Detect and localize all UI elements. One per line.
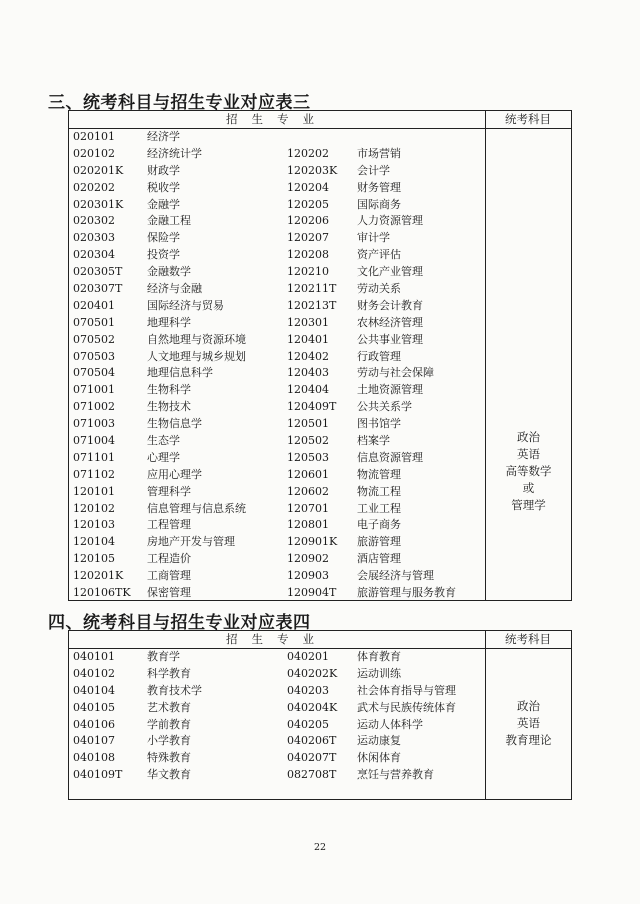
table-row xyxy=(69,230,485,247)
header-subjects: 统考科目 xyxy=(505,632,551,646)
major-name: 社会体育指导与管理 xyxy=(357,683,456,697)
major-code: 120301 xyxy=(287,315,329,329)
major-name: 劳动关系 xyxy=(357,282,401,296)
major-name: 市场营销 xyxy=(357,146,401,160)
header-subjects: 统考科目 xyxy=(505,112,551,126)
table-row xyxy=(69,146,485,163)
major-code: 120103 xyxy=(73,518,115,532)
major-code: 071001 xyxy=(73,383,115,397)
major-code: 040105 xyxy=(73,700,115,714)
major-code: 071004 xyxy=(73,434,115,448)
subject-item: 英语 xyxy=(517,716,540,730)
major-name: 物流工程 xyxy=(357,484,401,498)
major-name: 工程造价 xyxy=(147,552,191,566)
major-name: 生物科学 xyxy=(147,383,191,397)
table-header xyxy=(69,111,571,129)
major-name: 心理学 xyxy=(147,450,180,464)
major-name: 劳动与社会保障 xyxy=(357,366,434,380)
major-code: 120105 xyxy=(73,552,115,566)
major-name: 人文地理与城乡规划 xyxy=(147,349,246,363)
major-name: 国际商务 xyxy=(357,197,401,211)
table-row xyxy=(69,129,485,146)
table-row xyxy=(69,551,485,568)
major-code: 020304 xyxy=(73,248,115,262)
subject-item: 政治 xyxy=(517,699,540,713)
major-name: 特殊教育 xyxy=(147,751,191,765)
major-name: 旅游管理与服务教育 xyxy=(357,586,456,600)
major-name: 运动康复 xyxy=(357,734,401,748)
major-code: 071102 xyxy=(73,467,115,481)
table-row xyxy=(69,163,485,180)
major-code: 070504 xyxy=(73,366,115,380)
major-name: 会展经济与管理 xyxy=(357,569,434,583)
major-code: 020307T xyxy=(73,282,123,296)
major-name: 生态学 xyxy=(147,434,180,448)
table-row xyxy=(69,733,485,750)
major-code: 040104 xyxy=(73,683,115,697)
major-code: 120801 xyxy=(287,518,329,532)
major-name: 财政学 xyxy=(147,163,180,177)
major-name: 经济与金融 xyxy=(147,282,202,296)
table-row xyxy=(69,365,485,382)
major-name: 酒店管理 xyxy=(357,552,401,566)
major-name: 自然地理与资源环境 xyxy=(147,332,246,346)
major-name: 土地资源管理 xyxy=(357,383,423,397)
major-code: 120502 xyxy=(287,434,329,448)
major-name: 税收学 xyxy=(147,180,180,194)
major-name: 信息管理与信息系统 xyxy=(147,501,246,515)
table-row xyxy=(69,717,485,734)
table-row xyxy=(69,450,485,467)
major-name: 文化产业管理 xyxy=(357,265,423,279)
major-name: 学前教育 xyxy=(147,717,191,731)
major-code: 040101 xyxy=(73,650,115,663)
subject-item: 或 xyxy=(522,481,535,495)
major-code: 120902 xyxy=(287,552,329,566)
table-row xyxy=(69,416,485,433)
major-code: 040206T xyxy=(287,734,337,748)
major-name: 工业工程 xyxy=(357,501,401,515)
major-name: 资产评估 xyxy=(357,248,401,262)
major-name: 金融数学 xyxy=(147,265,191,279)
major-name: 烹饪与营养教育 xyxy=(357,768,434,782)
major-code: 120602 xyxy=(287,484,329,498)
major-name: 教育技术学 xyxy=(147,683,202,697)
major-code: 120403 xyxy=(287,366,329,380)
major-code: 070503 xyxy=(73,349,115,363)
table-row xyxy=(69,399,485,416)
major-code: 070501 xyxy=(73,315,115,329)
major-code: 120106TK xyxy=(73,586,131,600)
table-row xyxy=(69,700,485,717)
major-code: 120208 xyxy=(287,248,329,262)
table-row xyxy=(69,501,485,518)
major-code: 120903 xyxy=(287,569,329,583)
major-name: 会计学 xyxy=(357,163,390,177)
major-name: 公共事业管理 xyxy=(357,332,423,346)
major-name: 武术与民族传统体育 xyxy=(357,700,456,714)
major-name: 电子商务 xyxy=(357,518,401,532)
table-row xyxy=(69,315,485,332)
section4-title: 四、统考科目与招生专业对应表四 xyxy=(48,613,311,633)
major-code: 120101 xyxy=(73,484,115,498)
major-code: 082708T xyxy=(287,768,337,782)
major-code: 020101 xyxy=(73,130,115,143)
table-row xyxy=(69,467,485,484)
major-code: 120203K xyxy=(287,163,338,177)
major-code: 120204 xyxy=(287,180,329,194)
major-code: 120409T xyxy=(287,400,337,414)
major-code: 040202K xyxy=(287,666,338,680)
subject-item: 英语 xyxy=(517,447,540,461)
major-code: 020201K xyxy=(73,163,124,177)
major-code: 120205 xyxy=(287,197,329,211)
major-name: 财务管理 xyxy=(357,180,401,194)
major-code: 120102 xyxy=(73,501,115,515)
major-name: 经济统计学 xyxy=(147,146,202,160)
table-row xyxy=(69,433,485,450)
major-code: 040107 xyxy=(73,734,115,748)
table-3 xyxy=(68,110,572,601)
major-code: 120601 xyxy=(287,467,329,481)
major-name: 物流管理 xyxy=(357,467,401,481)
header-majors: 招生专业 xyxy=(226,632,328,646)
major-code: 040106 xyxy=(73,717,115,731)
major-name: 金融工程 xyxy=(147,214,191,228)
table-row xyxy=(69,683,485,700)
table-row xyxy=(69,534,485,551)
major-name: 信息资源管理 xyxy=(357,450,423,464)
major-code: 120401 xyxy=(287,332,329,346)
table-row xyxy=(69,247,485,264)
major-name: 体育教育 xyxy=(357,650,401,663)
major-code: 120503 xyxy=(287,450,329,464)
major-name: 行政管理 xyxy=(357,349,401,363)
major-name: 艺术教育 xyxy=(147,700,191,714)
majors-list xyxy=(69,649,485,784)
major-code: 040205 xyxy=(287,717,329,731)
major-name: 投资学 xyxy=(147,248,180,262)
major-name: 小学教育 xyxy=(147,734,191,748)
table-row xyxy=(69,197,485,214)
major-code: 120501 xyxy=(287,417,329,431)
major-name: 生物信息学 xyxy=(147,417,202,431)
major-name: 图书馆学 xyxy=(357,417,401,431)
major-code: 040102 xyxy=(73,666,115,680)
major-code: 071003 xyxy=(73,417,115,431)
table-row xyxy=(69,264,485,281)
major-code: 020401 xyxy=(73,298,115,312)
major-code: 120202 xyxy=(287,146,329,160)
major-name: 财务会计教育 xyxy=(357,298,423,312)
major-code: 040207T xyxy=(287,751,337,765)
major-name: 人力资源管理 xyxy=(357,214,423,228)
major-code: 040109T xyxy=(73,768,123,782)
table-row xyxy=(69,484,485,501)
major-code: 071101 xyxy=(73,450,115,464)
major-code: 040204K xyxy=(287,700,338,714)
major-code: 071002 xyxy=(73,400,115,414)
major-name: 管理科学 xyxy=(147,484,191,498)
table-row xyxy=(69,585,485,602)
major-name: 经济学 xyxy=(147,130,180,143)
major-code: 020305T xyxy=(73,265,123,279)
major-name: 运动人体科学 xyxy=(357,717,423,731)
table-row xyxy=(69,649,485,666)
table-header xyxy=(69,631,571,649)
major-name: 旅游管理 xyxy=(357,535,401,549)
major-name: 工商管理 xyxy=(147,569,191,583)
major-code: 120104 xyxy=(73,535,115,549)
major-code: 020303 xyxy=(73,231,115,245)
major-name: 公共关系学 xyxy=(357,400,412,414)
table-row xyxy=(69,517,485,534)
exam-subjects xyxy=(486,698,571,749)
table-row xyxy=(69,281,485,298)
major-code: 120207 xyxy=(287,231,329,245)
major-name: 运动训练 xyxy=(357,666,401,680)
table-row xyxy=(69,666,485,683)
major-name: 农林经济管理 xyxy=(357,315,423,329)
major-name: 地理信息科学 xyxy=(147,366,213,380)
major-code: 120211T xyxy=(287,282,337,296)
major-code: 120904T xyxy=(287,586,337,600)
major-name: 审计学 xyxy=(357,231,390,245)
major-code: 120210 xyxy=(287,265,329,279)
major-name: 生物技术 xyxy=(147,400,191,414)
major-code: 120201K xyxy=(73,569,124,583)
major-name: 华文教育 xyxy=(147,768,191,782)
major-name: 保险学 xyxy=(147,231,180,245)
major-code: 120213T xyxy=(287,298,337,312)
major-code: 120404 xyxy=(287,383,329,397)
table-4 xyxy=(68,630,572,800)
table-row xyxy=(69,349,485,366)
major-name: 工程管理 xyxy=(147,518,191,532)
table-row xyxy=(69,180,485,197)
major-code: 040201 xyxy=(287,650,329,663)
major-name: 国际经济与贸易 xyxy=(147,298,224,312)
subject-item: 管理学 xyxy=(511,498,546,512)
subject-item: 高等数学 xyxy=(505,464,552,478)
major-code: 070502 xyxy=(73,332,115,346)
page-number: 22 xyxy=(313,842,327,853)
major-name: 教育学 xyxy=(147,650,180,663)
table-row xyxy=(69,767,485,784)
majors-list xyxy=(69,129,485,602)
major-name: 应用心理学 xyxy=(147,467,202,481)
major-name: 房地产开发与管理 xyxy=(147,535,235,549)
major-code: 120206 xyxy=(287,214,329,228)
major-code: 020202 xyxy=(73,180,115,194)
table-row xyxy=(69,568,485,585)
major-code: 020302 xyxy=(73,214,115,228)
table-row xyxy=(69,332,485,349)
major-code: 120402 xyxy=(287,349,329,363)
major-name: 金融学 xyxy=(147,197,180,211)
major-name: 保密管理 xyxy=(147,586,191,600)
major-code: 040203 xyxy=(287,683,329,697)
major-name: 地理科学 xyxy=(147,315,191,329)
major-code: 020102 xyxy=(73,146,115,160)
section3-title: 三、统考科目与招生专业对应表三 xyxy=(48,93,311,113)
subject-item: 教育理论 xyxy=(505,733,552,747)
major-code: 040108 xyxy=(73,751,115,765)
major-code: 120901K xyxy=(287,535,338,549)
exam-subjects xyxy=(486,429,571,514)
table-row xyxy=(69,213,485,230)
major-name: 档案学 xyxy=(357,434,390,448)
table-row xyxy=(69,298,485,315)
major-code: 020301K xyxy=(73,197,124,211)
major-code: 120701 xyxy=(287,501,329,515)
header-majors: 招生专业 xyxy=(226,112,328,126)
table-row xyxy=(69,382,485,399)
subject-item: 政治 xyxy=(517,430,540,444)
major-name: 休闲体育 xyxy=(357,751,401,765)
table-row xyxy=(69,750,485,767)
major-name: 科学教育 xyxy=(147,666,191,680)
